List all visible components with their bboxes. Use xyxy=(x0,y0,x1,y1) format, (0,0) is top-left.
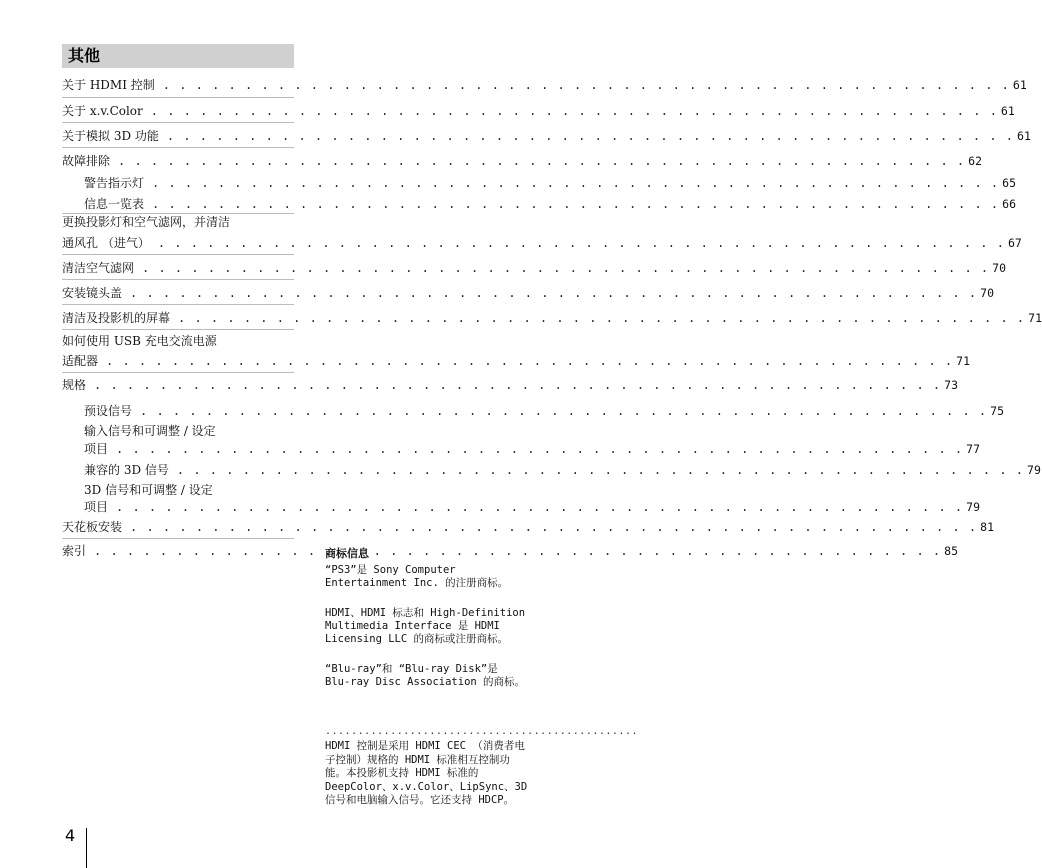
text-line: DeepColor、x.v.Color、LipSync、3D xyxy=(325,780,528,793)
toc-page-number: 65 xyxy=(1002,176,1017,190)
toc-divider xyxy=(62,279,294,280)
toc-page-number: 81 xyxy=(980,520,995,534)
toc-entry-title: 清洁空气滤网 xyxy=(62,261,135,275)
toc-page-number: 79 xyxy=(966,500,981,514)
trademark-hdmi xyxy=(325,607,557,646)
toc-page-number: 85 xyxy=(944,544,959,558)
toc-entry-title: 故障排除 xyxy=(62,154,111,168)
dot-leader xyxy=(177,461,1024,479)
dot-leader xyxy=(178,309,1025,327)
dot-leader xyxy=(106,352,953,370)
toc-page-number: 73 xyxy=(944,378,959,392)
toc-divider xyxy=(62,97,294,98)
section-title: 其他 xyxy=(62,44,294,68)
toc-page-number: 66 xyxy=(1002,197,1017,211)
toc-page-number: 62 xyxy=(968,154,983,168)
toc-entry-title: 规格 xyxy=(62,378,87,392)
toc-divider xyxy=(62,372,294,373)
toc-entry-clean-screen[interactable] xyxy=(62,309,1042,327)
toc-entry-title: 预设信号 xyxy=(84,404,133,418)
toc-divider xyxy=(62,304,294,305)
toc-divider xyxy=(62,122,294,123)
text-line: “Blu-ray”和 “Blu-ray Disk”是 xyxy=(325,663,498,675)
dot-leader xyxy=(118,152,965,170)
page-number-rule xyxy=(86,828,87,868)
dot-leader xyxy=(151,102,998,120)
toc-entry-title: 关于模拟 3D 功能 xyxy=(62,129,159,143)
toc-page-number: 70 xyxy=(992,261,1007,275)
dot-leader xyxy=(130,518,977,536)
toc-entry-usb-adapter[interactable] xyxy=(62,352,971,370)
toc-page-number: 70 xyxy=(980,286,995,300)
toc-entry-usb-line1[interactable]: 如何使用 USB 充电交流电源 xyxy=(62,334,217,348)
toc-entry-simulated-3d[interactable] xyxy=(62,127,1031,145)
toc-entry-ceiling-mount[interactable] xyxy=(62,518,995,536)
toc-entry-title: 安装镜头盖 xyxy=(62,286,123,300)
dot-leader xyxy=(116,498,963,516)
toc-entry-message-list[interactable] xyxy=(84,195,1017,213)
dot-leader xyxy=(130,284,977,302)
toc-divider xyxy=(62,538,294,539)
dot-leader xyxy=(152,195,999,213)
toc-entry-title: 通风孔 （进气） xyxy=(62,236,150,250)
toc-divider xyxy=(62,254,294,255)
toc-page-number: 71 xyxy=(956,354,971,368)
toc-entry-title: 天花板安装 xyxy=(62,520,123,534)
trademark-bluray xyxy=(325,663,557,689)
toc-entry-lens-cap[interactable] xyxy=(62,284,995,302)
toc-entry-hdmi-control[interactable] xyxy=(62,76,1027,94)
text-line: 信号和电脑输入信号。它还支持 HDCP。 xyxy=(325,794,515,806)
toc-entry-input-signals-line1[interactable]: 输入信号和可调整 / 设定 xyxy=(84,424,216,438)
toc-entry-3d-signals-line1[interactable]: 3D 信号和可调整 / 设定 xyxy=(84,483,213,497)
hdmi-control-note xyxy=(325,740,557,808)
toc-entry-title: 项目 xyxy=(84,500,109,514)
text-line: 能。本投影机支持 HDMI 标准的 xyxy=(325,767,479,779)
text-line: Multimedia Interface 是 HDMI xyxy=(325,620,500,632)
dotted-separator: ................................................ xyxy=(325,726,638,737)
dot-leader xyxy=(167,127,1014,145)
toc-entry-title: 项目 xyxy=(84,442,109,456)
dot-leader xyxy=(158,234,1005,252)
toc-entry-3d-signals[interactable] xyxy=(84,498,981,516)
toc-entry-title: 信息一览表 xyxy=(84,197,145,211)
dot-leader xyxy=(140,402,987,420)
toc-entry-title: 清洁及投影机的屏幕 xyxy=(62,311,171,325)
text-line: Licensing LLC 的商标或注册商标。 xyxy=(325,633,509,645)
toc-page-number: 61 xyxy=(1000,104,1015,118)
toc-divider xyxy=(62,147,294,148)
text-line: Entertainment Inc. 的注册商标。 xyxy=(325,577,509,589)
trademark-ps3 xyxy=(325,564,557,590)
toc-divider xyxy=(62,329,294,330)
toc-entry-preset-signals[interactable] xyxy=(84,402,1005,420)
text-line: Blu-ray Disc Association 的商标。 xyxy=(325,676,526,688)
toc-page-number: 61 xyxy=(1012,78,1027,92)
dot-leader xyxy=(163,76,1010,94)
toc-entry-title: 关于 x.v.Color xyxy=(62,104,143,118)
toc-entry-lamp-line1[interactable]: 更换投影灯和空气滤网，并清洁 xyxy=(62,215,231,229)
text-line: HDMI 控制是采用 HDMI CEC （消费者电 xyxy=(325,740,525,752)
page-number: 4 xyxy=(65,826,76,845)
dot-leader xyxy=(142,259,989,277)
toc-entry-title: 警告指示灯 xyxy=(84,176,145,190)
toc-page-number: 75 xyxy=(990,404,1005,418)
toc-entry-troubleshooting[interactable] xyxy=(62,152,983,170)
toc-entry-compatible-3d[interactable] xyxy=(84,461,1041,479)
text-line: “PS3”是 Sony Computer xyxy=(325,564,456,576)
toc-page-number: 67 xyxy=(1007,236,1022,250)
toc-page-number: 61 xyxy=(1017,129,1031,143)
trademark-info xyxy=(325,546,557,706)
toc-entry-clean-filter[interactable] xyxy=(62,259,1007,277)
toc-entry-input-signals[interactable] xyxy=(84,440,981,458)
dot-leader xyxy=(116,440,963,458)
dot-leader xyxy=(152,174,999,192)
toc-entry-title: 兼容的 3D 信号 xyxy=(84,463,169,477)
toc-page-number: 71 xyxy=(1028,311,1042,325)
toc-divider xyxy=(62,213,294,214)
dot-leader xyxy=(94,376,941,394)
toc-entry-xvcolor[interactable] xyxy=(62,102,1015,120)
trademark-title: 商标信息 xyxy=(325,547,369,560)
toc-page-number: 79 xyxy=(1027,463,1041,477)
toc-entry-lamp-replacement[interactable] xyxy=(62,234,1022,252)
toc-entry-warning-indicators[interactable] xyxy=(84,174,1017,192)
text-line: HDMI、HDMI 标志和 High-Definition xyxy=(325,607,526,619)
toc-page-number: 77 xyxy=(966,442,981,456)
toc-entry-title: 适配器 xyxy=(62,354,99,368)
text-line: 子控制）规格的 HDMI 标准相互控制功 xyxy=(325,753,510,766)
toc-entry-specifications[interactable] xyxy=(62,376,959,394)
toc-entry-title: 关于 HDMI 控制 xyxy=(62,78,155,92)
toc-entry-title: 索引 xyxy=(62,544,87,558)
